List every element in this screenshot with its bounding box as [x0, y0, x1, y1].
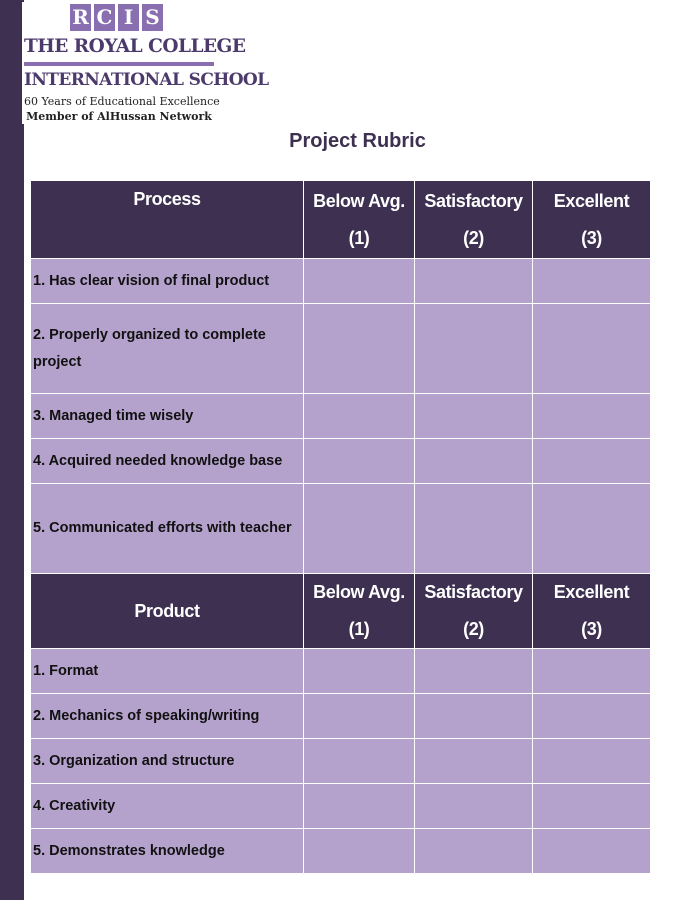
- section-heading-process: Process: [31, 181, 304, 259]
- score-cell: [415, 304, 533, 394]
- rating-label: Below Avg.: [313, 190, 405, 211]
- logo-tagline: 60 Years of Educational Excellence: [24, 95, 220, 108]
- score-cell: [415, 439, 533, 484]
- score-cell: [533, 829, 651, 874]
- score-cell: [304, 649, 415, 694]
- score-cell: [415, 649, 533, 694]
- school-logo: [22, 2, 269, 124]
- rating-score: (2): [463, 619, 484, 639]
- rating-header-excellent: [533, 574, 651, 649]
- rating-label: Satisfactory: [424, 190, 523, 211]
- rating-header-satisfactory: [415, 574, 533, 649]
- score-cell: [415, 694, 533, 739]
- rating-score: (3): [581, 619, 602, 639]
- section-heading-product: Product: [31, 574, 304, 649]
- logo-network: Member of AlHussan Network: [26, 110, 212, 123]
- criterion-label: 3. Organization and structure: [31, 739, 304, 784]
- score-cell: [304, 484, 415, 574]
- score-cell: [533, 439, 651, 484]
- criterion-label: 4. Acquired needed knowledge base: [31, 439, 304, 484]
- rating-label: Below Avg.: [313, 582, 405, 602]
- criterion-label: 2. Mechanics of speaking/writing: [31, 694, 304, 739]
- criterion-label: 2. Properly organized to complete project: [31, 304, 304, 394]
- criterion-label: 4. Creativity: [31, 784, 304, 829]
- score-cell: [304, 304, 415, 394]
- criterion-label: 1. Format: [31, 649, 304, 694]
- score-cell: [304, 829, 415, 874]
- criterion-label: 1. Has clear vision of final product: [31, 259, 304, 304]
- criterion-label: 3. Managed time wisely: [31, 394, 304, 439]
- score-cell: [533, 694, 651, 739]
- rating-label: Excellent: [553, 190, 630, 211]
- criterion-label: 5. Demonstrates knowledge: [31, 829, 304, 874]
- criterion-row: [31, 784, 651, 829]
- score-cell: [415, 829, 533, 874]
- score-cell: [533, 484, 651, 574]
- criterion-row: [31, 304, 651, 394]
- score-cell: [304, 259, 415, 304]
- rating-score: (2): [463, 227, 484, 248]
- criterion-row: [31, 649, 651, 694]
- section-header-row: [31, 181, 651, 259]
- criterion-row: [31, 739, 651, 784]
- criterion-row: [31, 394, 651, 439]
- logo-letter: R: [70, 4, 91, 31]
- criterion-label: 5. Communicated efforts with teacher: [31, 484, 304, 574]
- section-header-row: [31, 574, 651, 649]
- rating-score: (1): [348, 227, 370, 248]
- criterion-row: [31, 694, 651, 739]
- criterion-row: [31, 829, 651, 874]
- logo-school-name: THE ROYAL COLLEGE: [24, 36, 246, 57]
- score-cell: [415, 784, 533, 829]
- rating-header-excellent: [533, 181, 651, 259]
- criterion-row: [31, 439, 651, 484]
- score-cell: [533, 784, 651, 829]
- score-cell: [304, 784, 415, 829]
- logo-divider: [24, 62, 214, 66]
- rating-label: Satisfactory: [424, 582, 523, 602]
- criterion-row: [31, 484, 651, 574]
- score-cell: [304, 694, 415, 739]
- rating-header-satisfactory: [415, 181, 533, 259]
- score-cell: [533, 394, 651, 439]
- score-cell: [415, 739, 533, 784]
- score-cell: [415, 259, 533, 304]
- rating-header-below-avg: [304, 181, 415, 259]
- score-cell: [533, 739, 651, 784]
- rating-header-below-avg: [304, 574, 415, 649]
- score-cell: [533, 649, 651, 694]
- rubric-table: [30, 180, 651, 874]
- score-cell: [415, 394, 533, 439]
- logo-letter: S: [142, 4, 163, 31]
- score-cell: [533, 259, 651, 304]
- rating-score: (3): [581, 227, 602, 248]
- criterion-row: [31, 259, 651, 304]
- score-cell: [304, 739, 415, 784]
- logo-letters: [70, 4, 163, 31]
- score-cell: [304, 439, 415, 484]
- score-cell: [533, 304, 651, 394]
- page-title: Project Rubric: [289, 130, 426, 152]
- rating-label: Excellent: [553, 582, 630, 602]
- score-cell: [304, 394, 415, 439]
- logo-letter: C: [94, 4, 115, 31]
- logo-letter: I: [118, 4, 139, 31]
- score-cell: [415, 484, 533, 574]
- rating-score: (1): [348, 619, 370, 639]
- logo-school-type: INTERNATIONAL SCHOOL: [24, 70, 269, 90]
